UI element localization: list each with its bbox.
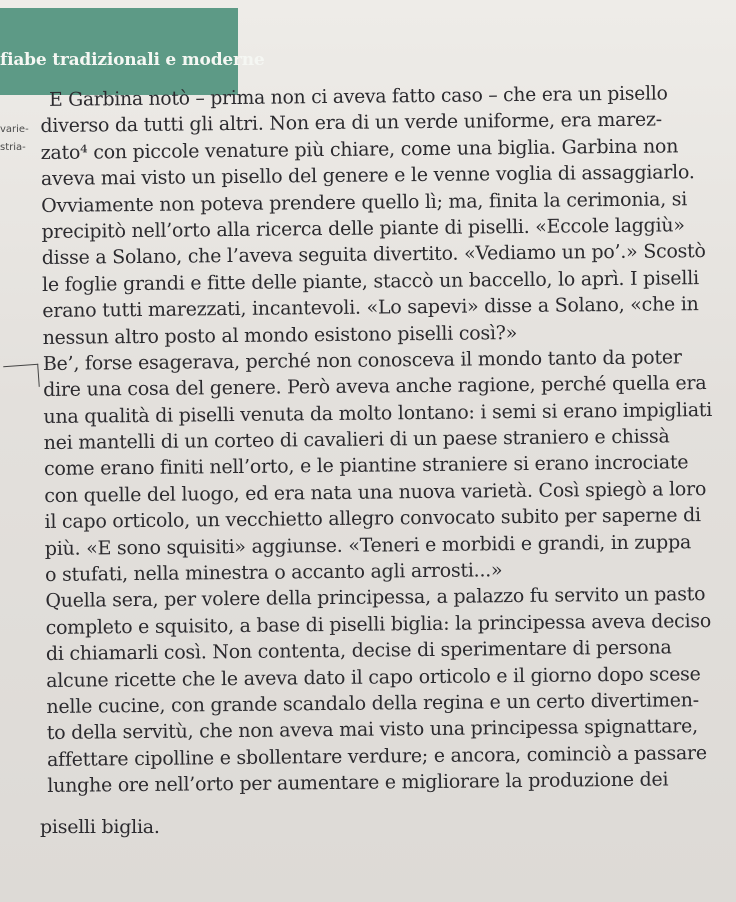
text-line: to della servitù, che non aveva mai visto una principessa spignattare,	[46, 715, 698, 745]
text-line: diverso da tutti gli altri. Non era di un verde uniforme, era marez-	[40, 108, 663, 138]
story-text	[40, 80, 723, 800]
margin-note: stria-	[0, 142, 26, 153]
text-line: nei mantelli di un corteo di cavalieri di un paese straniero e chissà	[43, 425, 670, 455]
text-line: Ovviamente non poteva prendere quello lì; ma, finita la cerimonia, si	[41, 187, 688, 217]
text-line: erano tutti marezzati, incantevoli. «Lo sapevi» disse a Solano, «che in	[42, 293, 699, 323]
text-line-final: piselli biglia.	[40, 816, 160, 838]
text-line: Quella sera, per volere della principessa, a palazzo fu servito un pasto	[45, 583, 706, 613]
text-line: nessun altro posto al mondo esistono piselli così?»	[42, 321, 518, 349]
text-line: con quelle del luogo, ed era nata una nuova varietà. Così spiegò a loro	[44, 477, 707, 507]
text-line: o stufati, nella minestra o accanto agli arrosti...»	[44, 559, 503, 587]
text-line: precipitò nell’orto alla ricerca delle piante di piselli. «Eccole laggiù»	[41, 214, 685, 243]
chapter-header-title: fiabe tradizionali e moderne	[0, 50, 265, 70]
text-line: dire una cosa del genere. Però aveva anche ragione, perché quella era	[43, 372, 707, 402]
text-line: alcune ricette che le aveva dato il capo orticolo e il giorno dopo scese	[46, 662, 701, 692]
text-line: il capo orticolo, un vecchietto allegro convocato subito per saperne di	[44, 504, 701, 534]
text-line: di chiamarli così. Non contenta, decise di sperimentare di persona	[45, 636, 672, 666]
text-line: più. «E sono squisiti» aggiunse. «Teneri e morbidi e grandi, in zuppa	[44, 530, 692, 560]
text-line: le foglie grandi e fitte delle piante, staccò un baccello, lo aprì. I piselli	[41, 266, 699, 296]
text-line: disse a Solano, che l’aveva seguita divertito. «Vediamo un po’.» Scostò	[41, 240, 706, 270]
text-line: lunghe ore nell’orto per aumentare e migliorare la produzione dei	[47, 768, 669, 798]
text-line: E Garbina notò – prima non ci aveva fatto caso – che era un pisello	[48, 82, 668, 111]
text-line: una qualità di piselli venuta da molto lontano: i semi si erano impigliati	[43, 398, 713, 428]
text-line: aveva mai visto un pisello del genere e le venne voglia di assaggiarlo.	[40, 161, 695, 191]
text-line: zato⁴ con piccole venature più chiare, come una biglia. Garbina non	[40, 135, 679, 164]
text-line: nelle cucine, con grande scandalo della regina e un certo divertimen-	[46, 689, 699, 718]
text-line: completo e squisito, a base di piselli biglia: la principessa aveva deciso	[45, 609, 712, 639]
text-line: Be’, forse esagerava, perché non conosceva il mondo tanto da poter	[42, 346, 682, 375]
text-line: come erano finiti nell’orto, e le piantine straniere si erano incrociate	[43, 451, 689, 481]
margin-note: varie-	[0, 124, 29, 135]
text-line: affettare cipolline e sbollentare verdure; e ancora, cominciò a passare	[46, 741, 707, 771]
handwritten-bracket-mark	[3, 364, 40, 389]
